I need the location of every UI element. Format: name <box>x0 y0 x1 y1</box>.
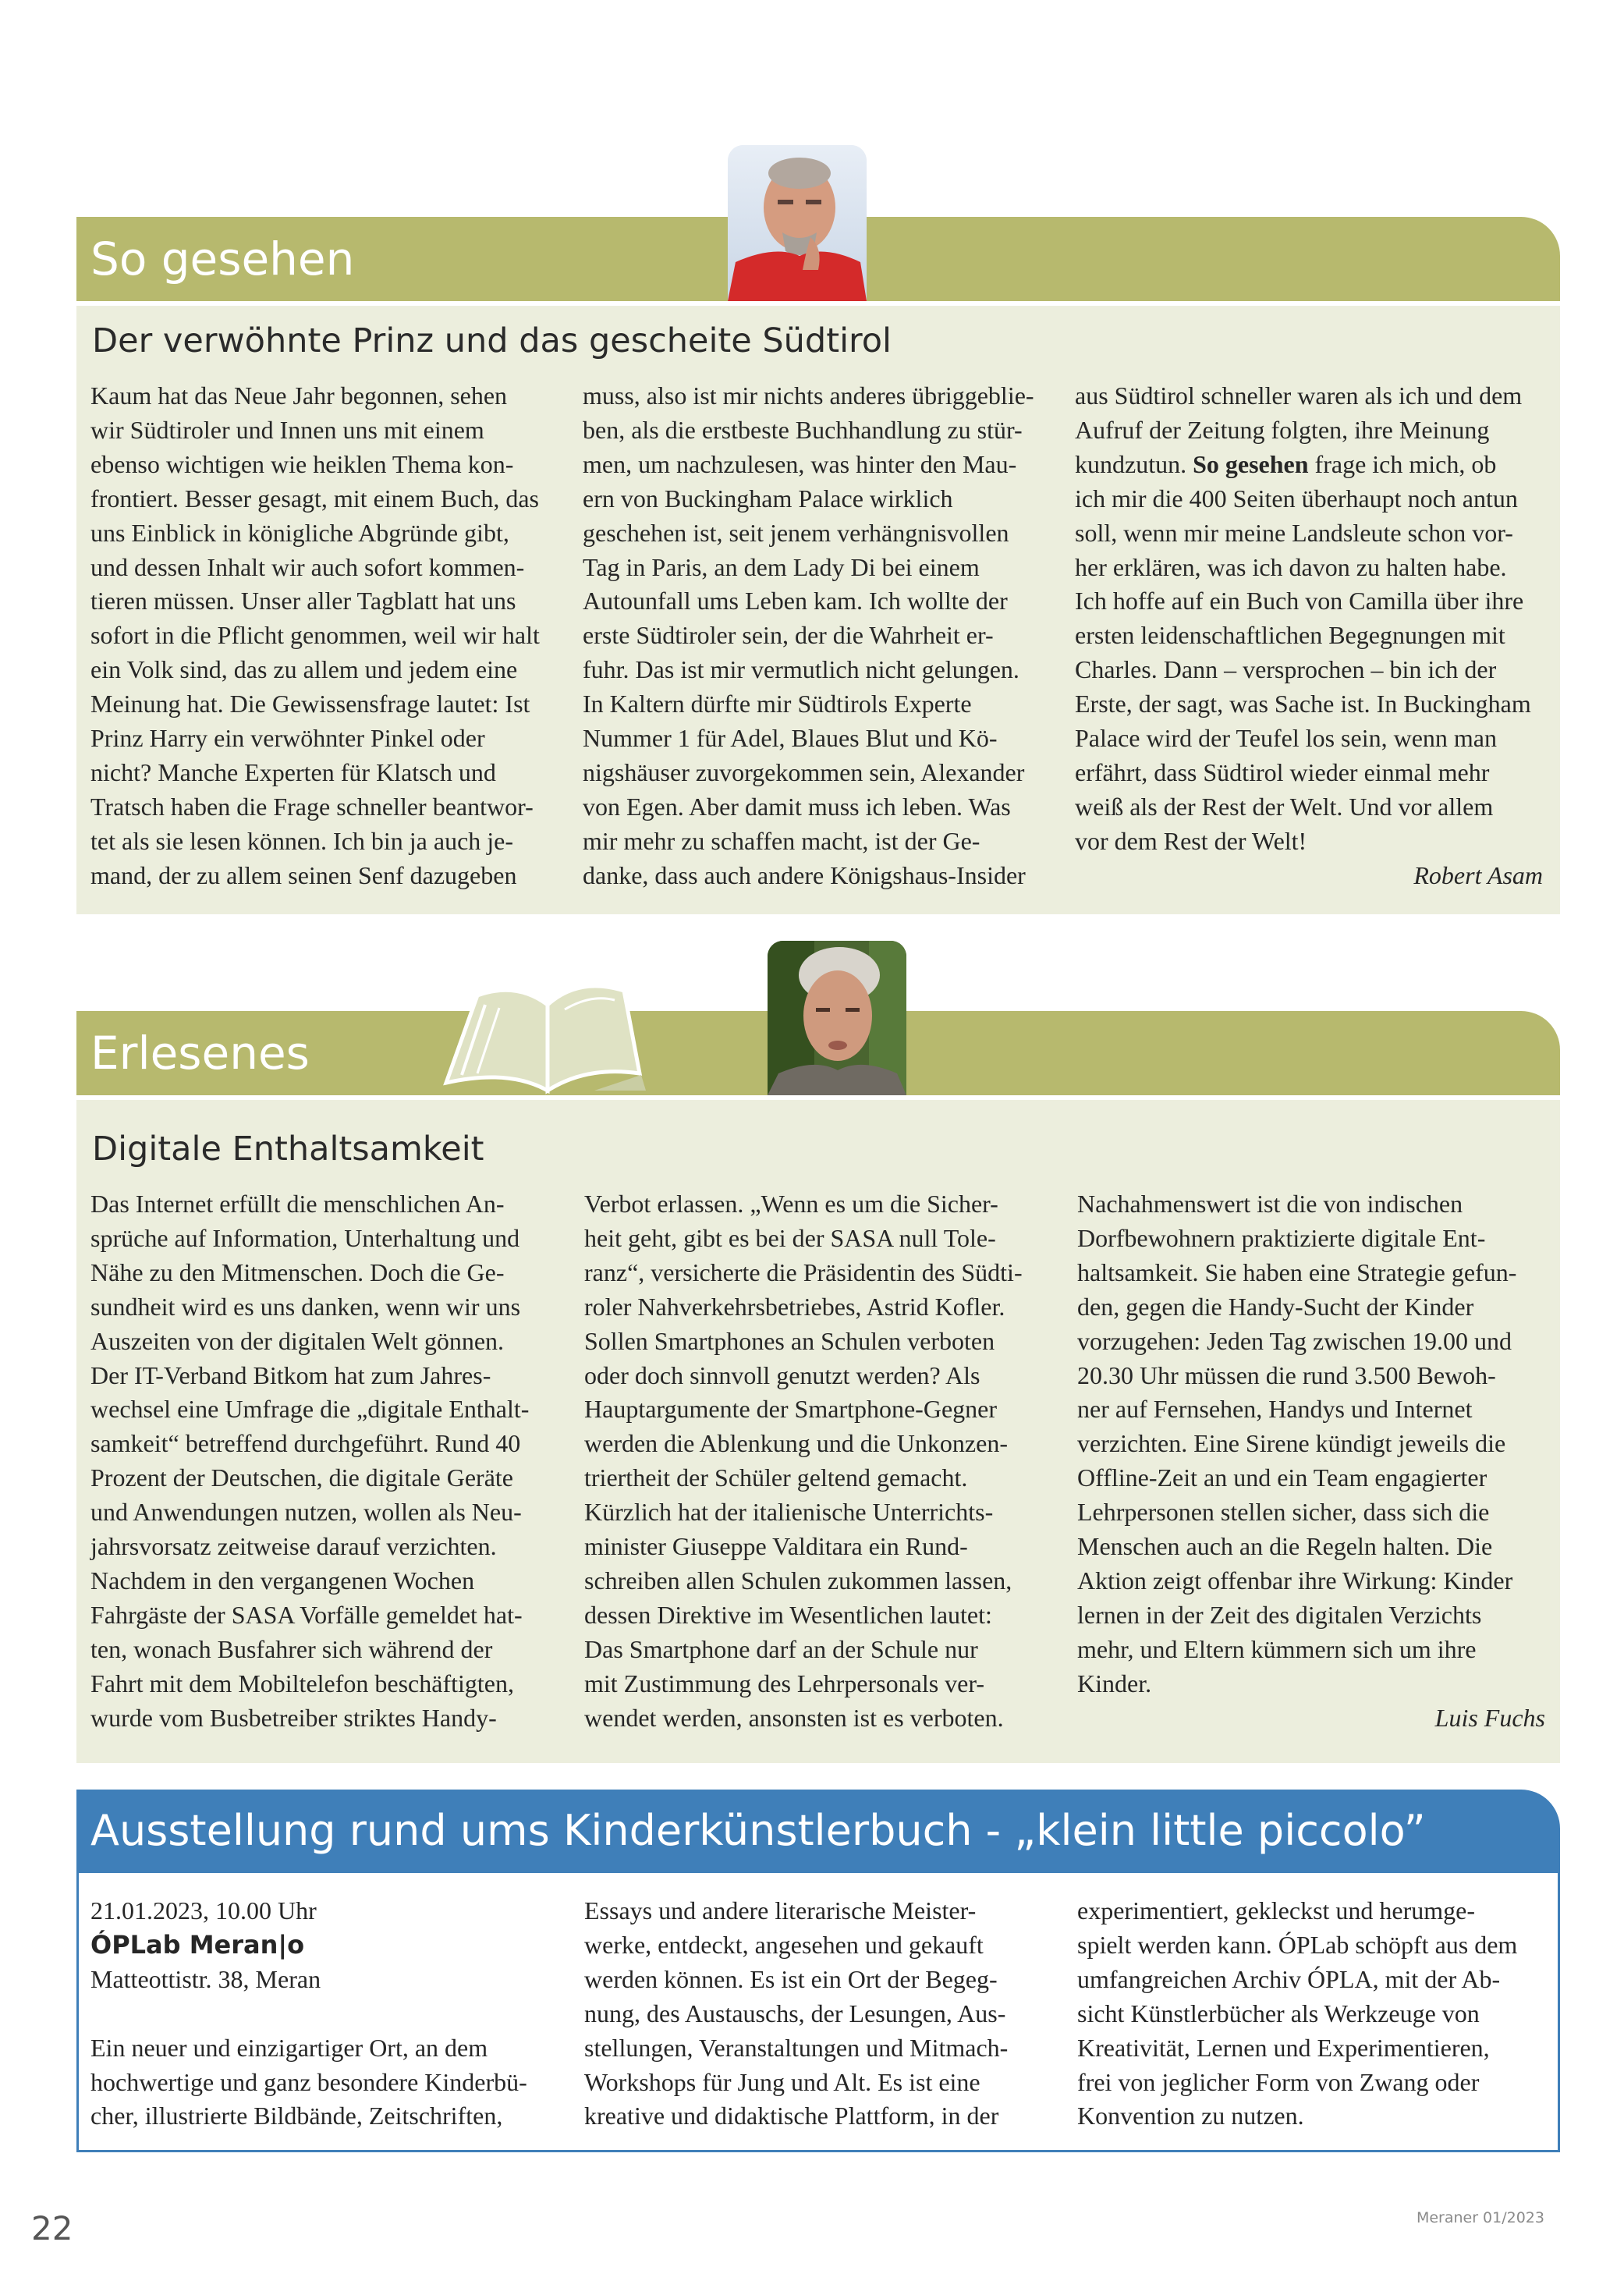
article-column-3 <box>1077 1187 1545 1736</box>
text-line: Kinder. <box>1077 1669 1152 1697</box>
text-fragment: frage ich mich, ob <box>1308 449 1497 478</box>
text-line: Workshops für Jung und Alt. Es ist eine <box>584 2067 980 2096</box>
text-line: lernen in der Zeit des digitalen Verzichts <box>1077 1600 1482 1629</box>
text-line: stellungen, Veranstaltungen und Mitmach- <box>584 2033 1009 2062</box>
text-line: Offline-Zeit an und ein Team engagierter <box>1077 1463 1487 1492</box>
text-line: werke, entdeckt, angesehen und gekauft <box>584 1930 984 1959</box>
text-line: spielt werden kann. ÓPLab schöpft aus dem <box>1077 1930 1518 1959</box>
text-line: vor dem Rest der Welt! <box>1075 826 1307 855</box>
text-line: minister Giuseppe Valditara ein Rund- <box>584 1532 968 1561</box>
text-line: frontiert. Besser gesagt, mit einem Buch, das <box>90 484 539 513</box>
author-signature: Robert Asam <box>1413 860 1543 889</box>
text-line: men, um nachzulesen, was hinter den Mau- <box>583 449 1017 478</box>
page-number: 22 <box>31 2209 73 2247</box>
text-line: schreiben allen Schulen zukommen lassen, <box>584 1566 1012 1595</box>
text-line: wir Südtiroler und Innen uns mit einem <box>90 415 484 444</box>
text-line: danke, dass auch andere Königshaus-Insider <box>583 860 1026 889</box>
text-line: ein Volk sind, das zu allem und jedem eine <box>90 655 518 684</box>
text-line: den, gegen die Handy-Sucht der Kinder <box>1077 1292 1474 1321</box>
text-line: Ich hoffe auf ein Buch von Camilla über ihre <box>1075 587 1524 615</box>
text-line: ranz“, versicherte die Präsidentin des Südti- <box>584 1258 1023 1286</box>
text-line: Nähe zu den Mitmenschen. Doch die Ge- <box>90 1258 505 1286</box>
text-line: Kreativität, Lernen und Experimentieren, <box>1077 2033 1490 2062</box>
event-column-1 <box>90 1894 574 2134</box>
text-line: ten, wonach Busfahrer sich während der <box>90 1634 493 1663</box>
text-line: werden können. Es ist ein Ort der Begeg- <box>584 1964 998 1993</box>
text-line: Kaum hat das Neue Jahr begonnen, sehen <box>90 381 508 410</box>
text-line: jahrsvorsatz zeitweise darauf verzichten. <box>90 1532 497 1561</box>
text-line: Aufruf der Zeitung folgten, ihre Meinung <box>1075 415 1490 444</box>
text-line: erfährt, dass Südtirol wieder einmal mehr <box>1075 757 1490 786</box>
text-line: triertheit der Schüler geltend gemacht. <box>584 1463 968 1492</box>
text-line: erste Südtiroler sein, der die Wahrheit er- <box>583 621 994 650</box>
text-line: Prozent der Deutschen, die digitale Geräte <box>90 1463 513 1492</box>
text-line: her erklären, was ich davon zu halten habe. <box>1075 552 1507 581</box>
section-title: Ausstellung rund ums Kinderkünstlerbuch - „klein little piccolo” <box>90 1805 1426 1855</box>
text-line: aus Südtirol schneller waren als ich und dem <box>1075 381 1523 410</box>
text-line: nigshäuser zuvorgekommen sein, Alexander <box>583 757 1025 786</box>
text-line: ben, als die erstbeste Buchhandlung zu stür- <box>583 415 1023 444</box>
text-line: Der IT-Verband Bitkom hat zum Jahres- <box>90 1360 491 1389</box>
text-line: Tratsch haben die Frage schneller beantwor- <box>90 792 534 821</box>
article-headline: Der verwöhnte Prinz und das gescheite Südtirol <box>92 321 892 360</box>
text-line: Essays und andere literarische Meister- <box>584 1896 977 1924</box>
text-line: kreative und didaktische Plattform, in der <box>584 2102 999 2130</box>
article-headline: Digitale Enthaltsamkeit <box>92 1130 484 1169</box>
text-line: werden die Ablenkung und die Unkonzen- <box>584 1429 1008 1458</box>
text-line: uns Einblick in königliche Abgründe gibt, <box>90 518 509 547</box>
text-line: nung, des Austauschs, der Lesungen, Aus- <box>584 1999 1006 2027</box>
event-venue: ÓPLab Meran|o <box>90 1929 305 1960</box>
text-line: tet als sie lesen können. Ich bin ja auch je- <box>90 826 514 855</box>
text-line: Aktion zeigt offenbar ihre Wirkung: Kinder <box>1077 1566 1513 1595</box>
text-line: samkeit“ betreffend durchgeführt. Rund 40 <box>90 1429 521 1458</box>
text-line: sprüche auf Information, Unterhaltung und <box>90 1223 520 1252</box>
text-line: experimentiert, gekleckst und herumge- <box>1077 1896 1476 1924</box>
column-name-bold: So gesehen <box>1193 449 1309 478</box>
text-line: 20.30 Uhr müssen die rund 3.500 Bewoh- <box>1077 1360 1496 1389</box>
text-line: von Egen. Aber damit muss ich leben. Was <box>583 792 1011 821</box>
text-line: oder doch sinnvoll genutzt werden? Als <box>584 1360 980 1389</box>
text-line: wechsel eine Umfrage die „digitale Enthalt- <box>90 1395 530 1424</box>
article-column-3 <box>1075 379 1543 893</box>
text-line: hochwertige und ganz besondere Kinderbü- <box>90 2067 527 2096</box>
text-line: In Kaltern dürfte mir Südtirols Experte <box>583 690 972 718</box>
text-line: Prinz Harry ein verwöhnter Pinkel oder <box>90 724 485 753</box>
text-line: ersten leidenschaftlichen Begegnungen mit <box>1075 621 1505 650</box>
text-line: sundheit wird es uns danken, wenn wir uns <box>90 1292 521 1321</box>
text-line: sicht Künstlerbücher als Werkzeuge von <box>1077 1999 1480 2027</box>
article-column-1 <box>90 1187 574 1736</box>
text-line: Charles. Dann – versprochen – bin ich der <box>1075 655 1497 684</box>
event-column-2 <box>584 1894 1068 2134</box>
event-address: Matteottistr. 38, Meran <box>90 1964 321 1993</box>
event-date: 21.01.2023, 10.00 Uhr <box>90 1896 317 1924</box>
text-line: nicht? Manche Experten für Klatsch und <box>90 757 496 786</box>
author-signature: Luis Fuchs <box>1434 1703 1545 1732</box>
author-photo-luis-fuchs <box>768 941 906 1095</box>
text-line: und Anwendungen nutzen, wollen als Neu- <box>90 1498 522 1527</box>
text-line: vorzugehen: Jeden Tag zwischen 19.00 und <box>1077 1326 1512 1355</box>
text-line: Sollen Smartphones an Schulen verboten <box>584 1326 995 1355</box>
text-line: muss, also ist mir nichts anderes übriggeblie- <box>583 381 1034 410</box>
event-column-3 <box>1077 1894 1545 2134</box>
text-line: ern von Buckingham Palace wirklich <box>583 484 953 513</box>
text-line: roler Nahverkehrsbetriebes, Astrid Kofler. <box>584 1292 1005 1321</box>
text-line: ebenso wichtigen wie heiklen Thema kon- <box>90 449 514 478</box>
text-line: Hauptargumente der Smartphone-Gegner <box>584 1395 997 1424</box>
author-photo-robert-asam <box>728 145 867 301</box>
text-line: umfangreichen Archiv ÓPLA, mit der Ab- <box>1077 1964 1501 1993</box>
text-line: Verbot erlassen. „Wenn es um die Sicher- <box>584 1190 998 1218</box>
text-line: Nummer 1 für Adel, Blaues Blut und Kö- <box>583 724 998 753</box>
text-line: ich mir die 400 Seiten überhaupt noch antun <box>1075 484 1518 513</box>
text-line: Dorfbewohnern praktizierte digitale Ent- <box>1077 1223 1486 1252</box>
text-line: mir mehr zu schaffen macht, ist der Ge- <box>583 826 980 855</box>
article-column-2 <box>583 379 1066 893</box>
text-line: mand, der zu allem seinen Senf dazugeben <box>90 860 517 889</box>
text-line: verzichten. Eine Sirene kündigt jeweils die <box>1077 1429 1506 1458</box>
article-column-1 <box>90 379 574 893</box>
text-line: geschehen ist, seit jenem verhängnisvollen <box>583 518 1009 547</box>
text-fragment: kundzutun. <box>1075 449 1193 478</box>
text-line: Fahrgäste der SASA Vorfälle gemeldet hat- <box>90 1600 523 1629</box>
text-line: sofort in die Pflicht genommen, weil wir halt <box>90 621 540 650</box>
text-line: Ein neuer und einzigartiger Ort, an dem <box>90 2033 488 2062</box>
text-line: Das Smartphone darf an der Schule nur <box>584 1634 978 1663</box>
article-column-2 <box>584 1187 1068 1736</box>
text-line: heit geht, gibt es bei der SASA null Tole- <box>584 1223 996 1252</box>
text-line: Meinung hat. Die Gewissensfrage lautet: Ist <box>90 690 530 718</box>
text-line: Menschen auch an die Regeln halten. Die <box>1077 1532 1493 1561</box>
section-title: Erlesenes <box>90 1027 310 1080</box>
text-line: und dessen Inhalt wir auch sofort kommen- <box>90 552 525 581</box>
text-line: weiß als der Rest der Welt. Und vor allem <box>1075 792 1494 821</box>
text-line: mehr, und Eltern kümmern sich um ihre <box>1077 1634 1477 1663</box>
text-line: Erste, der sagt, was Sache ist. In Buckingham <box>1075 690 1531 718</box>
issue-label: Meraner 01/2023 <box>1416 2209 1544 2226</box>
text-line: Das Internet erfüllt die menschlichen An- <box>90 1190 505 1218</box>
text-line: Auszeiten von der digitalen Welt gönnen. <box>90 1326 505 1355</box>
section-banner-ausstellung <box>76 1790 1560 1871</box>
text-line: mit Zustimmung des Lehrpersonals ver- <box>584 1669 985 1697</box>
text-line: wendet werden, ansonsten ist es verboten. <box>584 1703 1004 1732</box>
text-line: Tag in Paris, an dem Lady Di bei einem <box>583 552 980 581</box>
text-line: ner auf Fernsehen, Handys und Internet <box>1077 1395 1473 1424</box>
text-line: cher, illustrierte Bildbände, Zeitschriften, <box>90 2102 503 2130</box>
text-line: soll, wenn mir meine Landsleute schon vor- <box>1075 518 1513 547</box>
text-line: wurde vom Busbetreiber striktes Handy- <box>90 1703 497 1732</box>
text-line: haltsamkeit. Sie haben eine Strategie gefun- <box>1077 1258 1517 1286</box>
text-line: frei von jeglicher Form von Zwang oder <box>1077 2067 1480 2096</box>
text-line: Kürzlich hat der italienische Unterrichts- <box>584 1498 994 1527</box>
text-line: Fahrt mit dem Mobiltelefon beschäftigten, <box>90 1669 514 1697</box>
text-line: Lehrpersonen stellen sicher, dass sich die <box>1077 1498 1490 1527</box>
spacer <box>90 1997 574 2031</box>
text-line: Nachahmenswert ist die von indischen <box>1077 1190 1463 1218</box>
text-line: Konvention zu nutzen. <box>1077 2102 1304 2130</box>
text-line: fuhr. Das ist mir vermutlich nicht gelungen. <box>583 655 1019 684</box>
text-line: dessen Direktive im Wesentlichen lautet: <box>584 1600 992 1629</box>
text-line <box>1075 448 1543 482</box>
text-line: Autounfall ums Leben kam. Ich wollte der <box>583 587 1008 615</box>
text-line: Palace wird der Teufel los sein, wenn man <box>1075 724 1497 753</box>
section-title: So gesehen <box>90 232 355 286</box>
open-book-icon <box>431 974 646 1095</box>
text-line: Nachdem in den vergangenen Wochen <box>90 1566 475 1595</box>
text-line: tieren müssen. Unser aller Tagblatt hat uns <box>90 587 516 615</box>
